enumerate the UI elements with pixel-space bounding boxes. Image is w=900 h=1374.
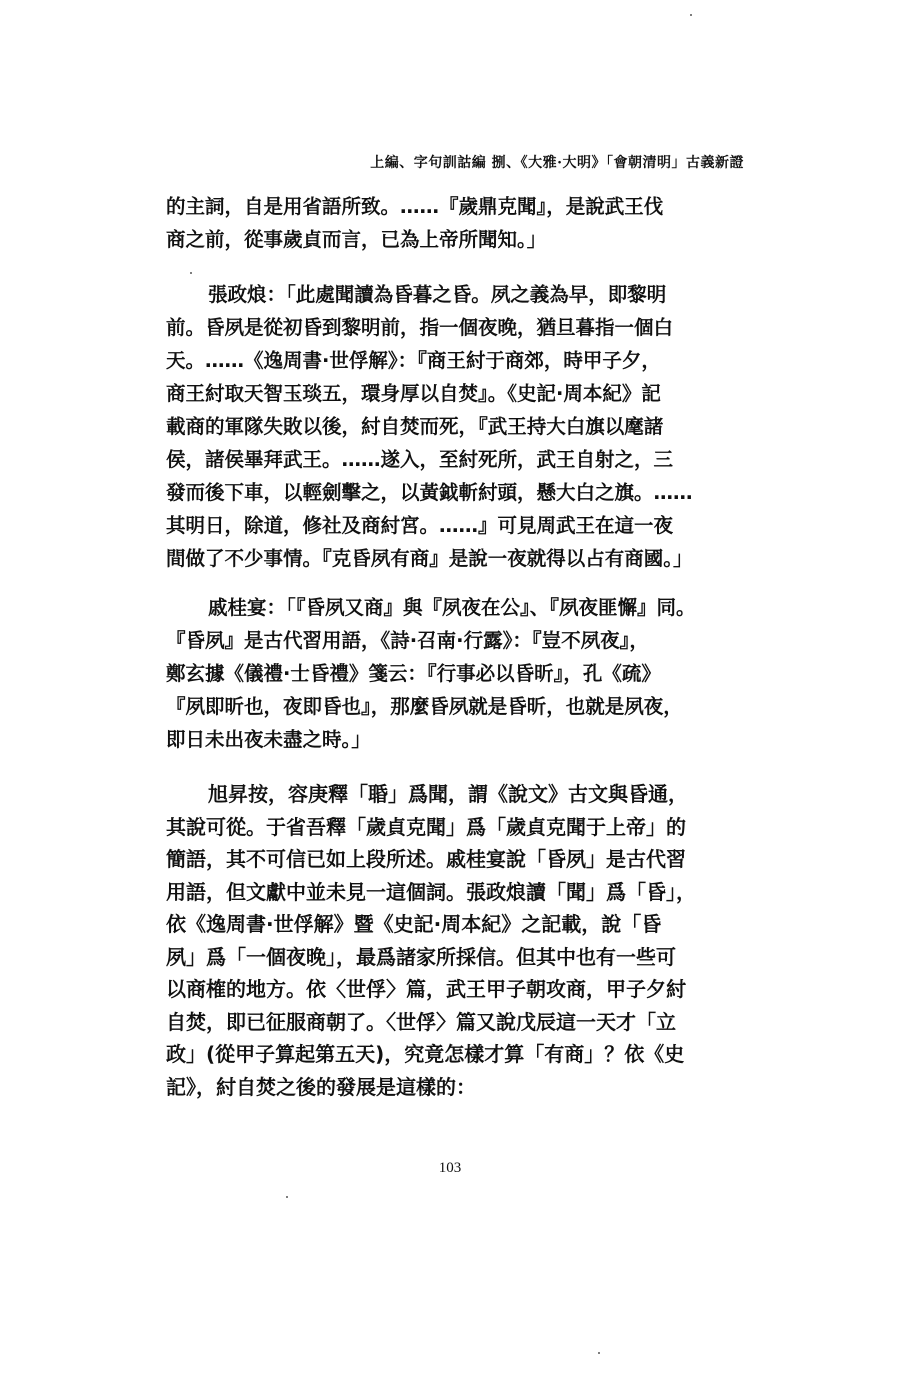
text-line: 天。……《逸周書·世俘解》：『商王紂于商郊，時甲子夕， bbox=[166, 349, 661, 372]
scan-speck bbox=[598, 1352, 600, 1354]
text-line: 其說可從。于省吾釋「歲貞克聞」爲「歲貞克聞于上帝」的 bbox=[166, 814, 686, 839]
text-line: 商王紂取天智玉琰五，環身厚以自焚』。《史記·周本紀》記 bbox=[166, 382, 661, 405]
text-line: 前。昏夙是從初昏到黎明前，指一個夜晚，猶旦暮指一個白 bbox=[166, 316, 674, 339]
text-line: 用語，但文獻中並未見一這個詞。張政烺讀「聞」爲「昏」， bbox=[166, 879, 696, 904]
author-commentary bbox=[166, 778, 746, 1103]
text-line: 的主詞，自是用省語所致。……『歲鼎克聞』，是說武王伐 bbox=[166, 195, 664, 218]
text-line: 記》，紂自焚之後的發展是這樣的： bbox=[166, 1074, 476, 1099]
continued-quote-paragraph bbox=[166, 190, 746, 256]
text-line: 自焚，即已征服商朝了。〈世俘〉篇又說戊辰這一天才「立 bbox=[166, 1009, 676, 1034]
text-line: 政」(從甲子算起第五天)，究竟怎樣才算「有商」？依《史 bbox=[166, 1042, 685, 1066]
text-line: 以商榷的地方。依〈世俘〉篇，武王甲子朝攻商，甲子夕紂 bbox=[166, 977, 686, 1001]
text-line: 載商的軍隊失敗以後，紂自焚而死，『武王持大白旗以麾諸 bbox=[166, 415, 664, 438]
text-line: 旭昇按，容庚釋「䎽」爲聞，謂《說文》古文與昏通， bbox=[208, 782, 688, 806]
body-text bbox=[166, 190, 746, 1103]
text-line: 鄭玄據《儀禮·士昏禮》箋云：『行事必以昏昕』，孔《疏》 bbox=[166, 662, 661, 685]
scan-speck bbox=[690, 14, 692, 16]
text-line: 戚桂宴：「『昏夙又商』與『夙夜在公』、『夙夜匪懈』同。 bbox=[208, 596, 696, 619]
text-line: 侯，諸侯畢拜武王。……遂入，至紂死所，武王自射之，三 bbox=[166, 448, 674, 471]
page-number: 103 bbox=[438, 1160, 462, 1176]
scan-speck bbox=[286, 1196, 288, 1198]
text-line: 『夙即昕也，夜即昏也』，那麼昏夙就是昏昕，也就是夙夜， bbox=[166, 695, 683, 718]
text-line: 張政烺：「此處聞讀為昏暮之昏。夙之義為早，即黎明 bbox=[208, 283, 667, 306]
zhang-zhenglang-quote bbox=[166, 278, 746, 575]
text-line: 『昏夙』是古代習用語，《詩·召南·行露》：『豈不夙夜』， bbox=[166, 629, 649, 652]
text-line: 依《逸周書·世俘解》暨《史記·周本紀》之記載，說「昏 bbox=[166, 912, 662, 936]
text-line: 其明日，除道，修社及商紂宮。……』可見周武王在這一夜 bbox=[166, 514, 674, 537]
text-line: 即日未出夜未盡之時。」 bbox=[166, 728, 371, 751]
qi-guiyan-quote bbox=[166, 591, 746, 756]
running-head: 上編、字句訓詁編 捌、《大雅·大明》「會朝清明」古義新證 bbox=[370, 155, 744, 171]
text-line: 商之前，從事歲貞而言，已為上帝所聞知。」 bbox=[166, 228, 547, 251]
text-line: 簡語，其不可信已如上段所述。戚桂宴說「昏夙」是古代習 bbox=[166, 847, 686, 871]
text-line: 發而後下車，以輕劍擊之，以黃鉞斬紂頭，懸大白之旗。…… bbox=[166, 481, 693, 504]
text-line: 間做了不少事情。『克昏夙有商』是說一夜就得以占有商國。」 bbox=[166, 547, 693, 570]
scan-speck bbox=[190, 272, 192, 274]
text-line: 夙」爲「一個夜晚」，最爲諸家所採信。但其中也有一些可 bbox=[166, 944, 676, 969]
